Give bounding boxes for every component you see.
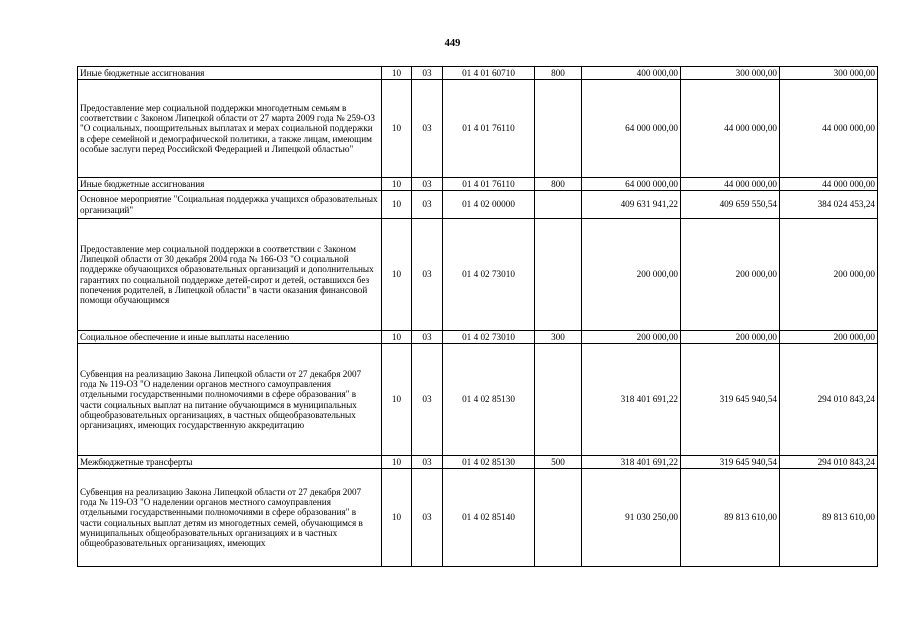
row-section: 10 [382, 191, 412, 219]
row-subsection: 03 [412, 219, 443, 331]
row-amount-1: 318 401 691,22 [582, 456, 681, 469]
row-expense-type [535, 344, 582, 456]
row-description: Межбюджетные трансферты [78, 456, 382, 469]
row-expense-type [535, 219, 582, 331]
row-description: Социальное обеспечение и иные выплаты населению [78, 331, 382, 344]
row-subsection: 03 [412, 178, 443, 191]
row-section: 10 [382, 178, 412, 191]
row-target-code: 01 4 02 85130 [443, 344, 535, 456]
row-target-code: 01 4 01 76110 [443, 80, 535, 178]
row-description: Предоставление мер социальной поддержки в соответствии с Законом Липецкой области от 30 декабря 2004 года № 166-ОЗ "О социальной поддержке обучающихся образовательных организаций и дополнительных гарантиях по социальной поддержке детей-сирот и детей, оставшихся без попечения родителей, в Липецкой области" в части оказания финансовой помощи обучающимся [78, 219, 382, 331]
row-amount-3: 89 813 610,00 [780, 469, 878, 567]
row-amount-3: 294 010 843,24 [780, 344, 878, 456]
budget-table [77, 66, 878, 567]
row-description: Субвенция на реализацию Закона Липецкой области от 27 декабря 2007 года № 119-ОЗ "О наделении органов местного самоуправления отдельными государственными полномочиями в сфере образования" в части социальных выплат на питание обучающимся в муниципальных общеобразовательных организациях, в частных общеобразовательных организациях, имеющих государственную аккредитацию [78, 344, 382, 456]
page-number: 449 [444, 38, 461, 49]
row-section: 10 [382, 80, 412, 178]
table-row [78, 80, 878, 178]
row-amount-3: 44 000 000,00 [780, 178, 878, 191]
row-amount-2: 200 000,00 [681, 331, 780, 344]
row-section: 10 [382, 469, 412, 567]
row-expense-type [535, 191, 582, 219]
row-amount-2: 44 000 000,00 [681, 80, 780, 178]
row-amount-1: 64 000 000,00 [582, 80, 681, 178]
row-subsection: 03 [412, 456, 443, 469]
row-amount-3: 294 010 843,24 [780, 456, 878, 469]
row-amount-1: 400 000,00 [582, 67, 681, 80]
row-target-code: 01 4 01 60710 [443, 67, 535, 80]
row-target-code: 01 4 02 85130 [443, 456, 535, 469]
row-subsection: 03 [412, 331, 443, 344]
row-amount-2: 319 645 940,54 [681, 344, 780, 456]
row-expense-type: 500 [535, 456, 582, 469]
row-section: 10 [382, 456, 412, 469]
row-amount-3: 300 000,00 [780, 67, 878, 80]
row-amount-3: 200 000,00 [780, 331, 878, 344]
table-row [78, 191, 878, 219]
row-target-code: 01 4 01 76110 [443, 178, 535, 191]
row-description: Субвенция на реализацию Закона Липецкой области от 27 декабря 2007 года № 119-ОЗ "О наделении органов местного самоуправления отдельными государственными полномочиями в сфере образования" в части социальных выплат детям из многодетных семей, обучающимся в муниципальных общеобразовательных организациях и в частных общеобразовательных организациях, имеющих [78, 469, 382, 567]
row-amount-1: 409 631 941,22 [582, 191, 681, 219]
row-amount-3: 384 024 453,24 [780, 191, 878, 219]
row-subsection: 03 [412, 80, 443, 178]
row-amount-2: 319 645 940,54 [681, 456, 780, 469]
row-section: 10 [382, 219, 412, 331]
row-amount-1: 318 401 691,22 [582, 344, 681, 456]
row-expense-type [535, 80, 582, 178]
row-expense-type [535, 469, 582, 567]
table-row [78, 178, 878, 191]
table-row [78, 344, 878, 456]
row-description: Предоставление мер социальной поддержки многодетным семьям в соответствии с Законом Липецкой области от 27 марта 2009 года № 259-ОЗ "О социальных, поощрительных выплатах и мерах социальной поддержки в сфере семейной и демографической политики, а также лицам, имеющим особые заслуги перед Российской Федерацией и Липецкой областью" [78, 80, 382, 178]
row-amount-2: 89 813 610,00 [681, 469, 780, 567]
row-subsection: 03 [412, 469, 443, 567]
row-amount-2: 300 000,00 [681, 67, 780, 80]
row-expense-type: 800 [535, 67, 582, 80]
table-row [78, 456, 878, 469]
row-amount-1: 91 030 250,00 [582, 469, 681, 567]
row-description: Иные бюджетные ассигнования [78, 178, 382, 191]
row-subsection: 03 [412, 191, 443, 219]
table-row [78, 331, 878, 344]
row-target-code: 01 4 02 85140 [443, 469, 535, 567]
row-section: 10 [382, 344, 412, 456]
row-subsection: 03 [412, 67, 443, 80]
row-target-code: 01 4 02 73010 [443, 219, 535, 331]
row-target-code: 01 4 02 00000 [443, 191, 535, 219]
row-description: Иные бюджетные ассигнования [78, 67, 382, 80]
row-amount-1: 200 000,00 [582, 331, 681, 344]
row-description: Основное мероприятие "Социальная поддержка учащихся образовательных организаций" [78, 191, 382, 219]
row-amount-1: 64 000 000,00 [582, 178, 681, 191]
row-amount-2: 409 659 550,54 [681, 191, 780, 219]
row-amount-3: 200 000,00 [780, 219, 878, 331]
row-section: 10 [382, 331, 412, 344]
table-row [78, 469, 878, 567]
row-subsection: 03 [412, 344, 443, 456]
table-row [78, 67, 878, 80]
row-target-code: 01 4 02 73010 [443, 331, 535, 344]
row-section: 10 [382, 67, 412, 80]
row-amount-2: 200 000,00 [681, 219, 780, 331]
row-amount-2: 44 000 000,00 [681, 178, 780, 191]
row-amount-1: 200 000,00 [582, 219, 681, 331]
row-expense-type: 800 [535, 178, 582, 191]
row-amount-3: 44 000 000,00 [780, 80, 878, 178]
table-row [78, 219, 878, 331]
row-expense-type: 300 [535, 331, 582, 344]
